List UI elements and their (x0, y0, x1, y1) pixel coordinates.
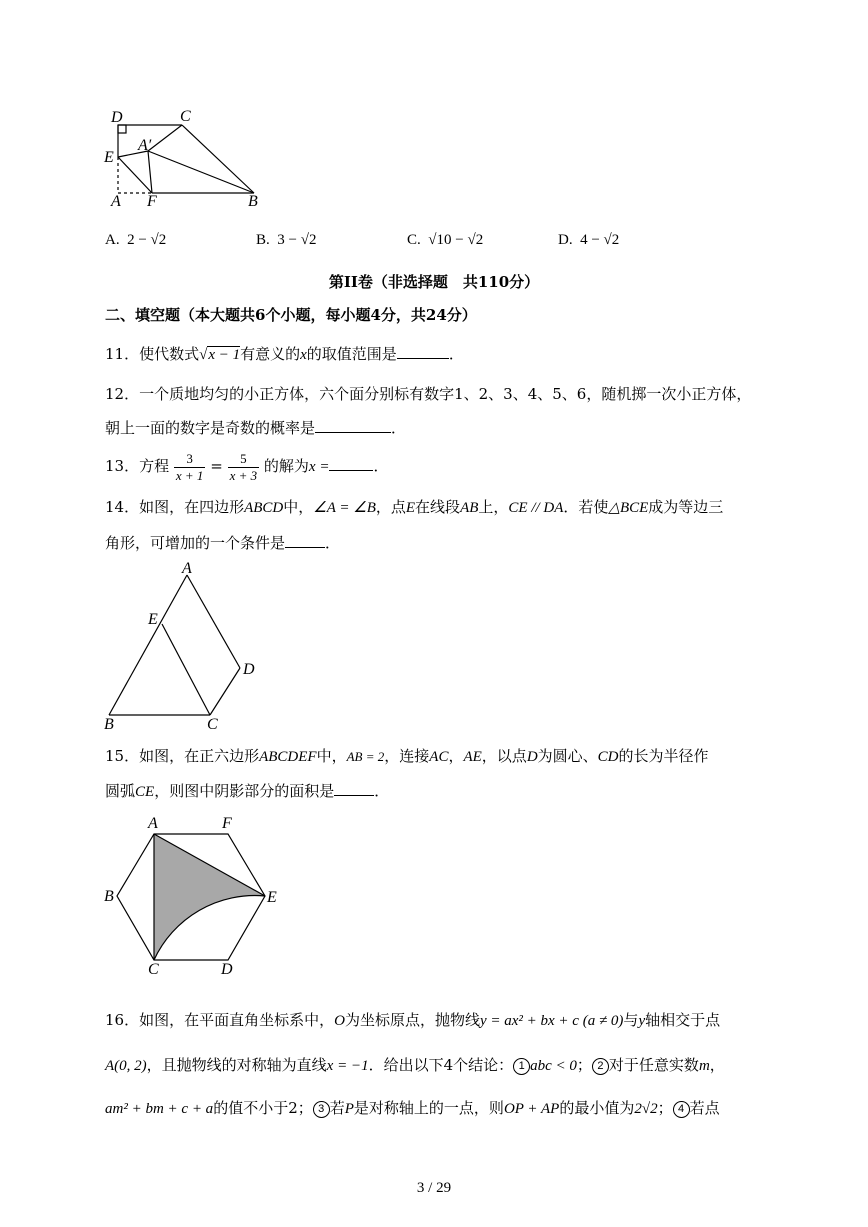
label-D: D (243, 661, 255, 678)
part-heading: 二、填空题（本大题共6个小题，每小题4分，共24分） (105, 306, 477, 324)
label-F: F (147, 193, 157, 210)
question-12-line1: 12．一个质地均匀的小正方体，六个面分别标有数字1、2、3、4、5、6，随机掷一次小正方体， (105, 385, 752, 403)
label-E: E (104, 149, 114, 166)
answer-blank-14[interactable] (285, 533, 325, 548)
answer-blank-11[interactable] (397, 344, 449, 359)
label-A-prime: A′ (138, 137, 152, 154)
question-15-line1: 15．如图，在正六边形ABCDEF中，AB = 2，连接AC，AE，以点D为圆心、CD的长为半径作 (105, 747, 709, 765)
label-C: C (148, 961, 159, 978)
question-16-line1: 16．如图，在平面直角坐标系中，O为坐标原点，抛物线y = ax² + bx + c (a ≠ 0)与y轴相交于点 (105, 1011, 721, 1029)
label-D: D (111, 109, 123, 126)
question-16-line2: A(0, 2)，且抛物线的对称轴为直线x = −1．给出以下4个结论： 1 abc < 0； 2 对于任意实数m， (105, 1056, 725, 1074)
circled-1: 1 (513, 1058, 530, 1075)
figure-q10 (100, 105, 270, 215)
question-12-line2: 朝上一面的数字是奇数的概率是 ． (105, 419, 407, 437)
option-c: C. √10 − √2 (407, 232, 484, 248)
option-d: D. 4 − √2 (558, 232, 620, 248)
label-E: E (267, 889, 277, 906)
label-D: D (221, 961, 233, 978)
label-C: C (207, 716, 218, 733)
option-b: B. 3 − √2 (256, 232, 317, 248)
section-title: 第II卷（非选择题 共110分） (328, 273, 540, 291)
question-13: 13．方程 $\frac{3}{x + 1}$ = $\frac{5}{x + 3}$ 的解为x = ． (105, 450, 389, 483)
figure-q14-svg (100, 560, 270, 735)
answer-blank-15[interactable] (334, 781, 374, 796)
option-a: A. 2 − √2 (105, 232, 167, 248)
question-15-line2: 圆弧CE，则图中阴影部分的面积是 ． (105, 782, 390, 800)
circled-2: 2 (592, 1058, 609, 1075)
answer-blank-13[interactable] (329, 456, 373, 471)
label-C: C (180, 108, 191, 125)
label-B: B (104, 716, 114, 733)
label-A: A (148, 815, 158, 832)
answer-blank-12[interactable] (315, 418, 391, 433)
label-A: A (182, 560, 192, 577)
label-A: A (111, 193, 121, 210)
circled-3: 3 (313, 1101, 330, 1118)
question-16-line3: am² + bm + c + a的值不小于2； 3 若P是对称轴上的一点，则OP + AP的最小值为2√2； 4 若点 (105, 1099, 720, 1117)
figure-q14 (100, 560, 270, 735)
figure-q15 (100, 812, 290, 982)
question-11: 11．使代数式√x − 1有意义的x的取值范围是 ． (105, 345, 464, 363)
label-E: E (148, 611, 158, 628)
figure-q15-svg (100, 812, 290, 982)
label-F: F (222, 815, 232, 832)
label-B: B (104, 888, 114, 905)
question-14-line1: 14．如图，在四边形ABCD中，∠A = ∠B，点E在线段AB上，CE // DA．若使△BCE成为等边三 (105, 498, 724, 516)
question-14-line2: 角形，可增加的一个条件是 ． (105, 534, 341, 552)
circled-4: 4 (673, 1101, 690, 1118)
page-number: 3 / 29 (416, 1180, 452, 1196)
label-B: B (248, 193, 258, 210)
